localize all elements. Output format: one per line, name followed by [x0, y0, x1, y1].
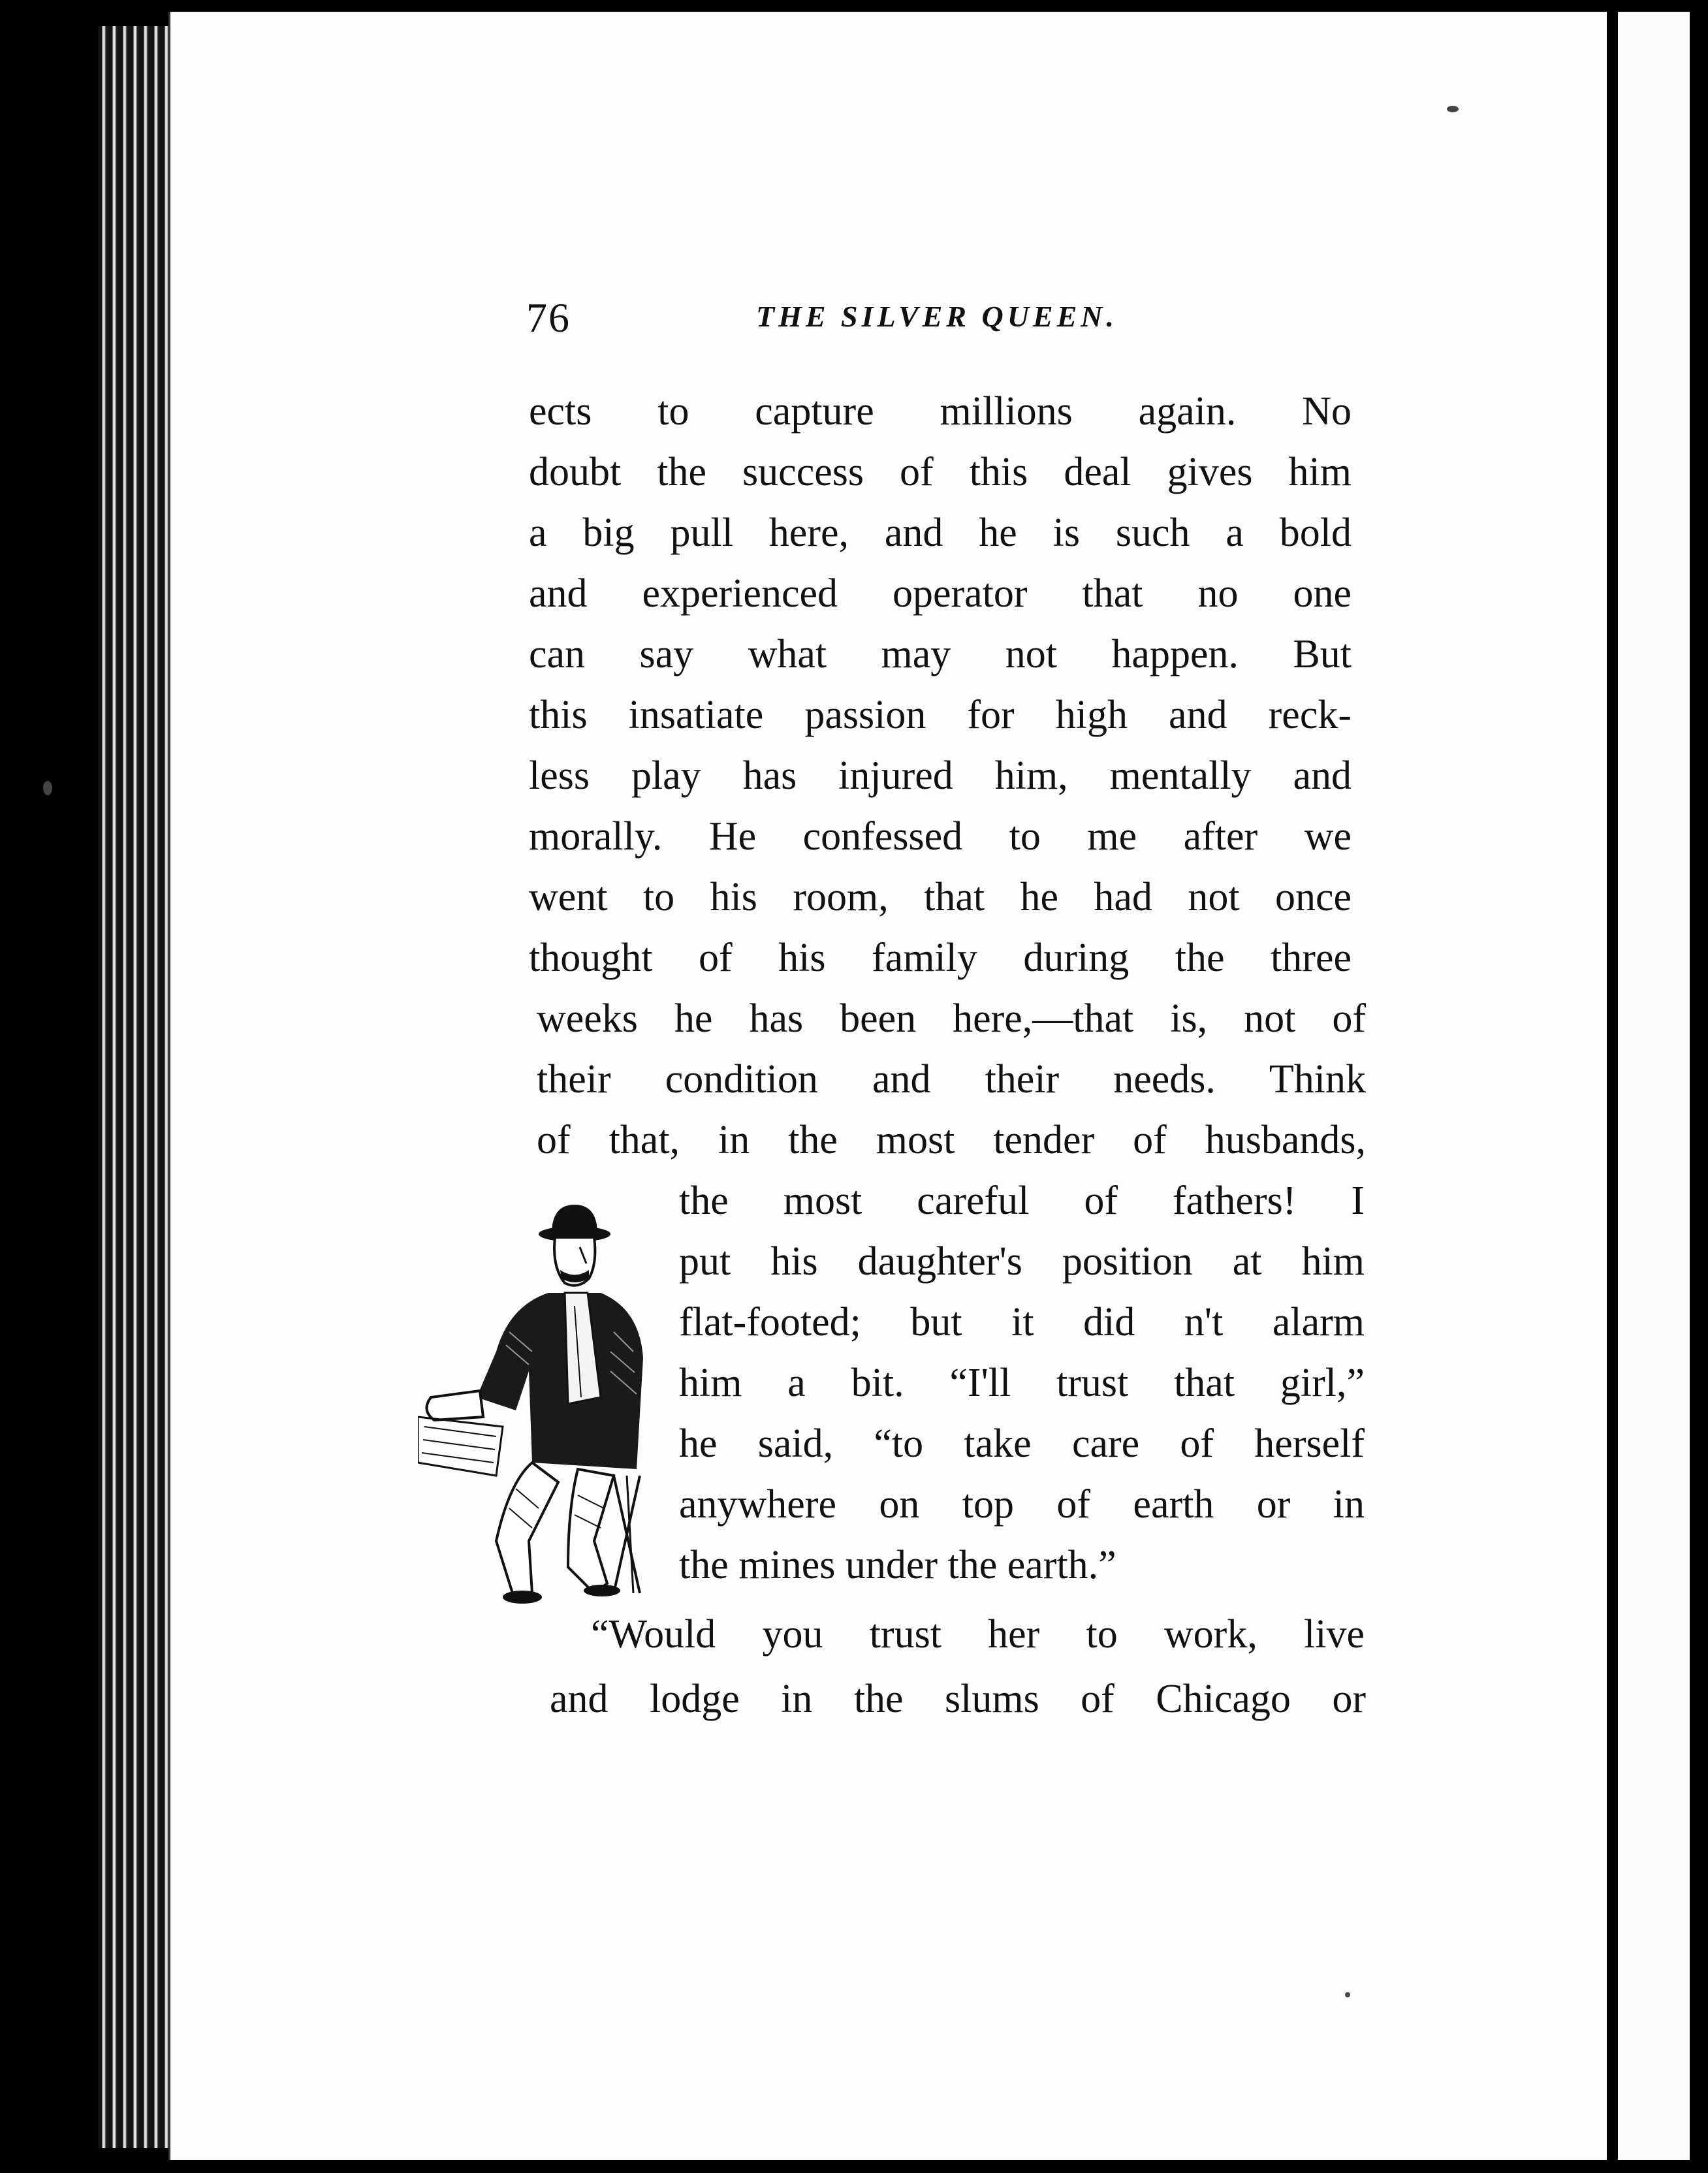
text-line: flat-footed; but it did n't alarm	[679, 1300, 1365, 1344]
text-line: and experienced operator that no one	[529, 571, 1352, 616]
text-line: ects to capture millions again. No	[529, 389, 1352, 434]
text-line: can say what may not happen. But	[529, 632, 1352, 676]
text-line: a big pull here, and he is such a bold	[529, 511, 1352, 555]
page-header	[526, 294, 1186, 346]
scan-speck	[1345, 1992, 1350, 1997]
text-line: he said, “to take care of herself	[679, 1421, 1365, 1466]
text-line: doubt the success of this deal gives him	[529, 450, 1352, 494]
book-fore-edge	[98, 26, 170, 2148]
running-title: THE SILVER QUEEN.	[756, 300, 1118, 333]
text-line: morally. He confessed to me after we	[529, 814, 1352, 859]
scan-speck	[1447, 106, 1459, 112]
text-line: the mines under the earth.”	[679, 1543, 1116, 1587]
text-line: this insatiate passion for high and reck-	[529, 693, 1352, 737]
scan-speck	[43, 781, 52, 795]
text-line: the most careful of fathers! I	[679, 1179, 1365, 1223]
text-line: weeks he has been here,—that is, not of	[537, 996, 1366, 1041]
seated-man-engraving-icon	[418, 1201, 672, 1606]
page-number: 76	[526, 294, 571, 341]
text-line: of that, in the most tender of husbands,	[537, 1118, 1366, 1162]
text-line: him a bit. “I'll trust that girl,”	[679, 1361, 1365, 1405]
text-line: put his daughter's position at him	[679, 1239, 1365, 1284]
facing-page-edge	[1618, 12, 1690, 2160]
text-line: “Would you trust her to work, live	[591, 1612, 1365, 1657]
text-line: thought of his family during the three	[529, 936, 1352, 980]
text-line: went to his room, that he had not once	[529, 875, 1352, 919]
text-line: less play has injured him, mentally and	[529, 753, 1352, 798]
text-line: anywhere on top of earth or in	[679, 1482, 1365, 1527]
text-line: their condition and their needs. Think	[537, 1057, 1366, 1102]
text-line: and lodge in the slums of Chicago or	[550, 1677, 1366, 1721]
